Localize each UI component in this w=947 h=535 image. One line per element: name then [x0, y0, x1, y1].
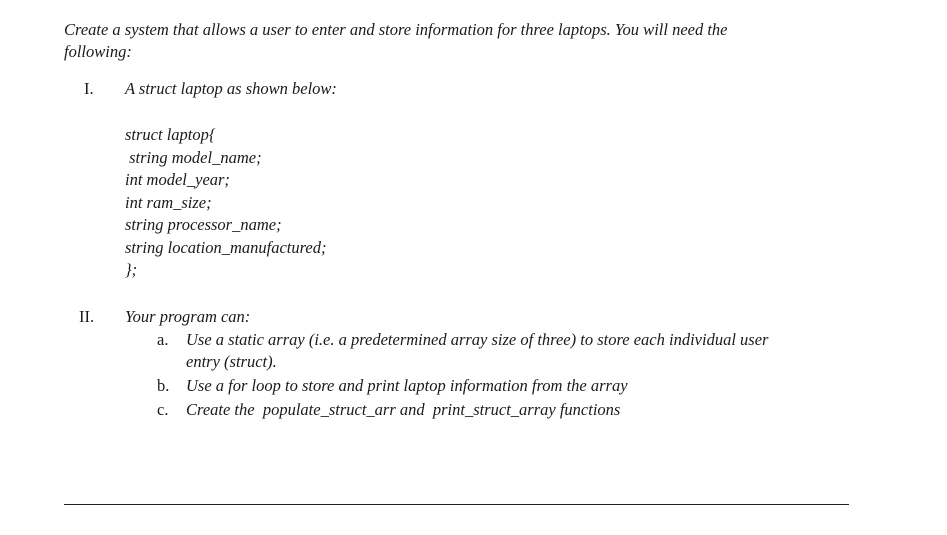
list-item-text: Use a static array (i.e. a predetermined array size of three) to store each individual user	[186, 330, 769, 349]
intro-line-2: following:	[64, 42, 132, 61]
code-line: int model_year;	[125, 170, 230, 189]
list-item-text: Create the populate_struct_arr and print_struct_array functions	[186, 400, 621, 419]
code-line: string location_manufactured;	[125, 238, 327, 257]
code-line: string model_name;	[125, 148, 262, 167]
section-1-heading: A struct laptop as shown below:	[125, 79, 337, 98]
list-item-letter: b.	[157, 376, 170, 395]
code-line: string processor_name;	[125, 215, 282, 234]
bottom-divider	[64, 504, 849, 505]
list-item-text: Use a for loop to store and print laptop information from the array	[186, 376, 628, 395]
section-1-numeral: I.	[84, 79, 94, 98]
list-item-letter: c.	[157, 400, 169, 419]
list-item-text: entry (struct).	[186, 352, 277, 371]
code-line: struct laptop{	[125, 125, 216, 144]
code-line: };	[125, 260, 138, 279]
list-item-letter: a.	[157, 330, 169, 349]
code-line: int ram_size;	[125, 193, 212, 212]
section-2-heading: Your program can:	[125, 307, 251, 326]
section-2-numeral: II.	[79, 307, 95, 326]
intro-line-1: Create a system that allows a user to enter and store information for three laptops. You will need the	[64, 20, 728, 39]
